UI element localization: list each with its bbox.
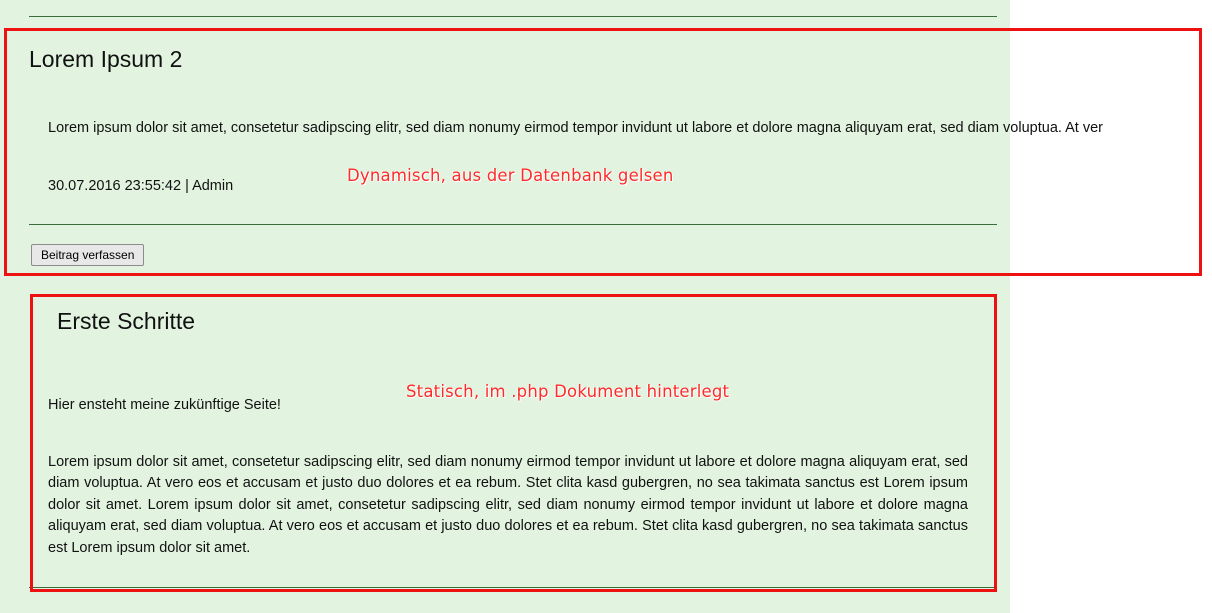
annotation-label-static: Statisch, im .php Dokument hinterlegt — [406, 382, 730, 401]
post-body-text: Lorem ipsum dolor sit amet, consetetur sadipscing elitr, sed diam nonumy eirmod tempor invidunt ut labore et dolore magna aliquyam erat, sed diam voluptua. At ver — [48, 120, 1104, 136]
beitrag-verfassen-button[interactable]: Beitrag verfassen — [31, 244, 144, 266]
post-two-divider — [29, 587, 997, 588]
post-two-lead-text: Hier ensteht meine zukünftige Seite! — [48, 397, 281, 413]
annotation-label-dynamic: Dynamisch, aus der Datenbank gelsen — [347, 166, 674, 185]
post-divider — [29, 224, 997, 225]
post-meta: 30.07.2016 23:55:42 | Admin — [48, 178, 234, 194]
post-two-title: Erste Schritte — [57, 308, 196, 334]
post-title: Lorem Ipsum 2 — [29, 46, 183, 72]
post-two-paragraph: Lorem ipsum dolor sit amet, consetetur sadipscing elitr, sed diam nonumy eirmod tempor invidunt ut labore et dolore magna aliquyam erat, sed diam voluptua. At vero eos et accusam et justo duo dolores et ea rebum. Stet clita kasd gubergren, no sea takimata sanctus est Lorem ipsum dolor sit amet. Lorem ipsum dolor sit amet, consetetur sadipscing elitr, sed diam nonumy eirmod tempor invidunt ut labore et dolore magna aliquyam erat, sed diam voluptua. At vero eos et accusam et justo duo dolores et ea rebum. Stet clita kasd gubergren, no sea takimata sanctus est Lorem ipsum dolor sit amet. — [48, 454, 968, 556]
post-erste-schritte — [0, 292, 1010, 592]
top-divider — [29, 16, 997, 17]
post-lorem-ipsum-2 — [0, 28, 1104, 276]
